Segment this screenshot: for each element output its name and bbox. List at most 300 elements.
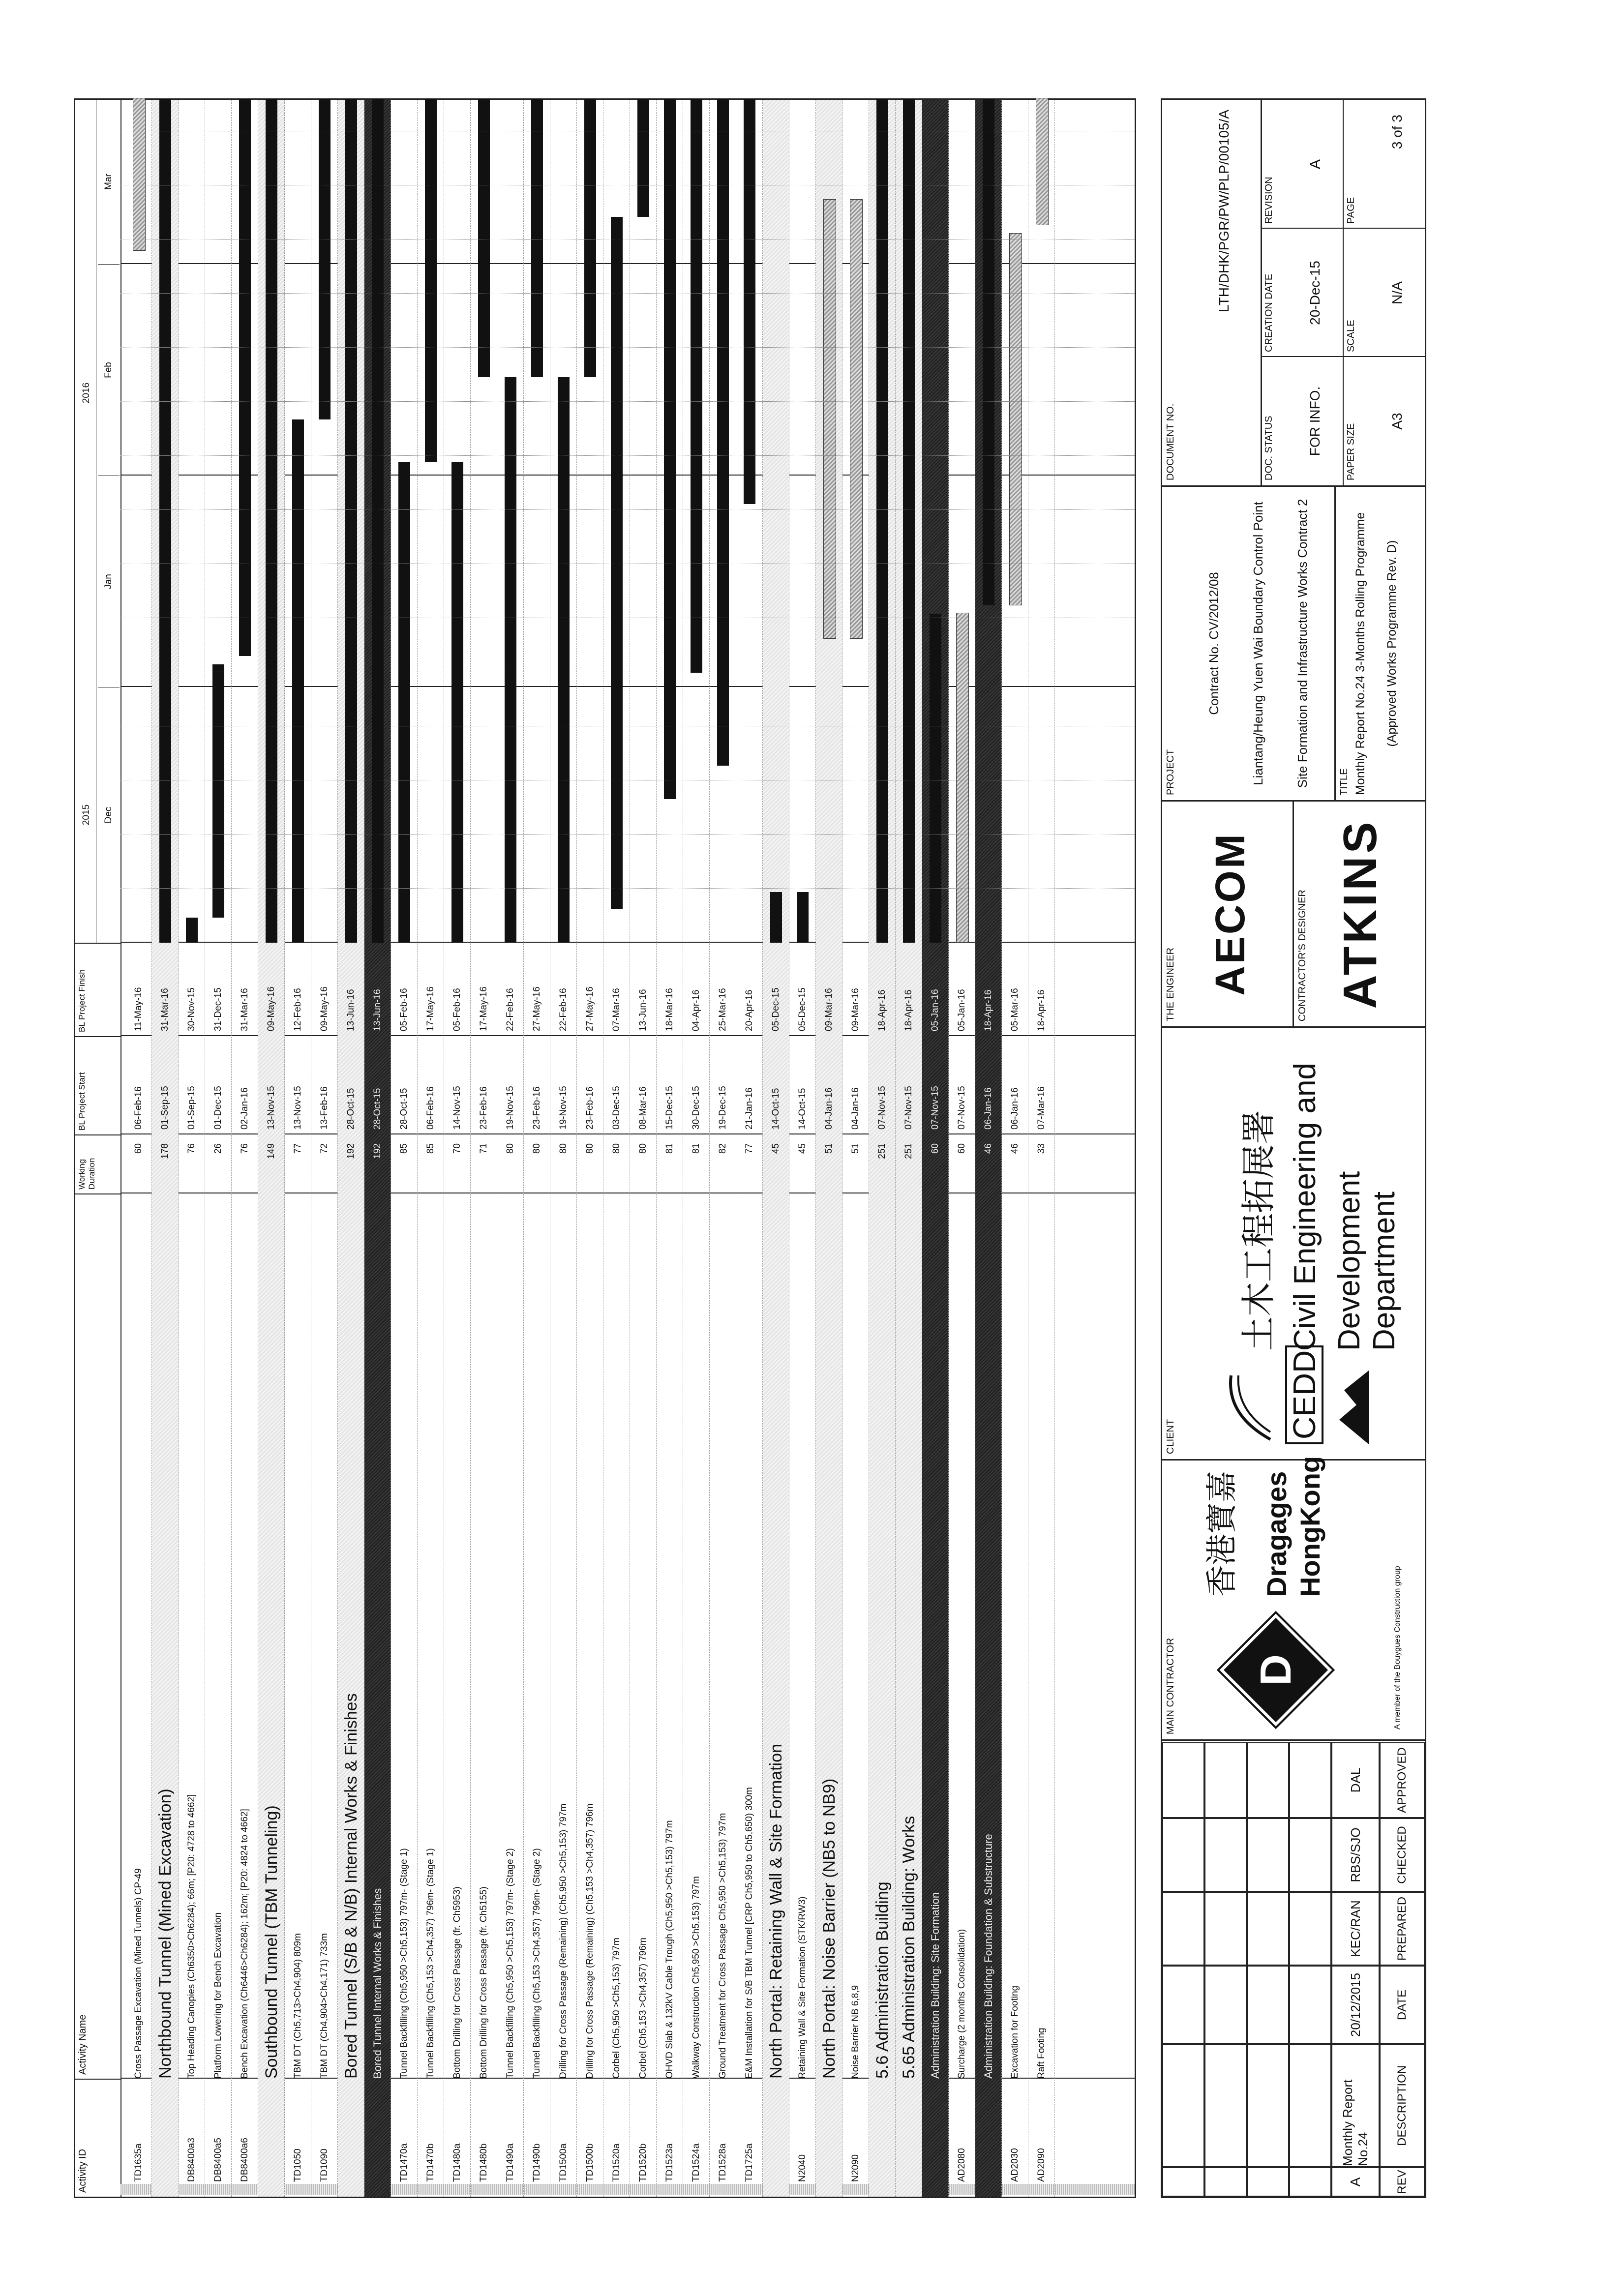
bl-finish-date: 22-Feb-16	[558, 988, 569, 1031]
bl-finish-date: 31-Dec-15	[213, 987, 223, 1031]
activity-id: TD1524a	[691, 2143, 701, 2182]
activity-name: 5.6 Administration Building	[873, 1881, 892, 2079]
bl-start-date: 06-Feb-16	[425, 1086, 436, 1130]
week-gridline	[120, 401, 1135, 402]
year-2015-label: 2015	[77, 687, 96, 943]
activity-id: TD1090	[319, 2148, 330, 2182]
revision-table	[1162, 1739, 1425, 2197]
bl-finish-date: 11-May-16	[133, 987, 144, 1031]
working-duration: 85	[425, 1143, 436, 1154]
year-2016-label: 2016	[77, 99, 96, 687]
activity-row	[603, 100, 630, 2197]
bl-finish-date: 22-Feb-16	[505, 988, 515, 1031]
activity-row	[1028, 100, 1055, 2197]
gantt-bar	[717, 99, 729, 766]
document-no-label: DOCUMENT NO.	[1165, 403, 1176, 480]
bl-finish-date: 05-Jan-16	[957, 989, 967, 1031]
document-no: LTH/DHK/PGR/PW/PLP/00105/A	[1216, 110, 1232, 312]
bl-start-date: 28-Oct-15	[346, 1088, 356, 1130]
header-bl-start: BL Project Start	[75, 1036, 120, 1134]
activity-row	[657, 100, 683, 2197]
activity-id: TD1500b	[585, 2143, 595, 2182]
working-duration: 51	[850, 1143, 861, 1154]
rev-approved: DAL	[1331, 1742, 1380, 1818]
bl-start-date: 15-Dec-15	[664, 1086, 675, 1130]
page-label: PAGE	[1346, 197, 1356, 224]
activity-name: 5.65 Administration Building: Works	[900, 1816, 918, 2079]
activity-id	[896, 2079, 922, 2182]
bl-start-date: 07-Mar-16	[1036, 1086, 1047, 1130]
bl-finish-date: 18-Apr-16	[903, 989, 914, 1031]
bl-start-date: 13-Nov-15	[293, 1086, 303, 1130]
doc-status: FOR INFO.	[1307, 386, 1323, 456]
activity-name: Cross Passage Excavation (Mined Tunnels) CP-49	[133, 1868, 144, 2079]
approved-header: APPROVED	[1380, 1742, 1425, 1818]
activity-name: Tunnel Backfilling (Ch5,950 >Ch5,153) 797m- (Stage 1)	[399, 1848, 409, 2079]
rev-value: A	[1331, 2167, 1380, 2197]
bl-start-date: 30-Dec-15	[691, 1086, 701, 1130]
bl-start-date: 23-Feb-16	[585, 1086, 595, 1130]
creation-date: 20-Dec-15	[1307, 261, 1323, 325]
gantt-bar	[850, 199, 863, 639]
bl-start-date: 01-Dec-15	[213, 1086, 223, 1130]
scale-label: SCALE	[1346, 320, 1356, 352]
working-duration: 70	[452, 1143, 462, 1154]
bl-finish-date: 12-Feb-16	[293, 988, 303, 1031]
activity-name: Administration Building: Foundation & Substructure	[982, 1834, 994, 2079]
activity-row	[789, 100, 816, 2197]
working-duration: 192	[346, 1143, 356, 1159]
gantt-bar	[637, 99, 649, 217]
bl-start-date: 07-Nov-15	[957, 1086, 967, 1130]
gantt-bar	[505, 377, 516, 943]
activity-id: AD2080	[957, 2148, 967, 2182]
bl-start-date: 07-Nov-15	[903, 1086, 914, 1130]
activity-name: North Portal: Noise Barrier (NB5 to NB9)	[820, 1778, 839, 2079]
bl-start-date: 14-Nov-15	[452, 1086, 462, 1130]
gantt-bar	[797, 892, 809, 943]
activity-id: TD1528a	[718, 2143, 728, 2182]
working-duration: 85	[399, 1143, 409, 1154]
working-duration: 81	[691, 1143, 701, 1154]
bl-start-date: 07-Nov-15	[930, 1086, 940, 1130]
activity-id: TD1523a	[664, 2143, 675, 2182]
contractor-name-line2: HongKong	[1294, 1456, 1325, 1597]
activity-name: Bored Tunnel (S/B & N/B) Internal Works & Finishes	[342, 1693, 361, 2079]
week-gridline	[120, 888, 1135, 889]
activity-id: TD1520b	[638, 2143, 648, 2182]
working-duration: 72	[319, 1143, 330, 1154]
activity-row	[471, 100, 497, 2197]
bl-finish-date: 27-May-16	[532, 986, 542, 1031]
cedd-mountain-icon	[1334, 1371, 1369, 1444]
working-duration: 71	[479, 1143, 489, 1154]
activity-name: Surcharge (2 months Consolidation)	[957, 1929, 967, 2079]
bl-finish-date: 20-Apr-16	[744, 989, 754, 1031]
week-gridline	[120, 293, 1135, 294]
working-duration: 76	[240, 1143, 250, 1154]
activity-id: TD1635a	[133, 2143, 144, 2182]
bl-finish-date: 18-Apr-16	[1036, 989, 1047, 1031]
bl-start-date: 02-Jan-16	[240, 1087, 250, 1130]
working-duration: 45	[771, 1143, 781, 1154]
bl-start-date: 08-Mar-16	[638, 1086, 648, 1130]
bl-finish-date: 13-Jun-16	[346, 989, 356, 1031]
programme-sheet	[74, 98, 1446, 2198]
client-panel	[1162, 1026, 1425, 1459]
activity-name: Bottom Drilling for Cross Passage (fr. Ch5953)	[452, 1886, 462, 2079]
gantt-bar	[558, 377, 570, 943]
activity-id	[152, 2079, 179, 2182]
table-header	[75, 100, 121, 2197]
working-duration: 77	[293, 1143, 303, 1154]
bl-finish-date: 05-Dec-15	[797, 987, 808, 1031]
activity-id: TD1500a	[558, 2143, 569, 2182]
activity-name: Excavation for Footing	[1010, 1985, 1020, 2079]
bl-start-date: 19-Nov-15	[558, 1086, 569, 1130]
activity-id	[922, 2079, 949, 2182]
gantt-bar	[770, 892, 782, 943]
activity-row	[842, 100, 869, 2197]
working-duration: 80	[505, 1143, 515, 1154]
gantt-bar	[266, 99, 277, 943]
project-panel	[1162, 485, 1425, 800]
bl-finish-date: 17-May-16	[425, 986, 436, 1031]
header-activity-name: Activity Name	[75, 1193, 120, 2079]
activity-name: Ground Treatment for Cross Passage Ch5,950 >Ch5,153) 797m	[718, 1813, 728, 2079]
activity-id: TD1470b	[425, 2143, 436, 2182]
doc-status-label: DOC. STATUS	[1263, 416, 1274, 480]
gantt-bar	[584, 99, 596, 377]
client-name-line1: Civil Engineering and	[1288, 1063, 1322, 1351]
activity-id: N2040	[797, 2154, 808, 2182]
aecom-logo: AECOM	[1207, 832, 1253, 996]
atkins-logo: ATKINS	[1334, 819, 1386, 1009]
activity-id: TD1520a	[611, 2143, 622, 2182]
title-block	[1161, 98, 1426, 2198]
week-gridline	[120, 347, 1135, 348]
bl-start-date: 14-Oct-15	[797, 1088, 808, 1130]
working-duration: 76	[186, 1143, 197, 1154]
activity-id: TD1490a	[505, 2143, 515, 2182]
gantt-bar	[478, 99, 490, 377]
gantt-bar	[239, 99, 251, 656]
activity-row	[949, 100, 975, 2197]
working-duration: 33	[1036, 1143, 1047, 1154]
gantt-bar	[398, 462, 410, 943]
cedd-swoosh-icon	[1221, 1371, 1280, 1444]
activity-name: Tunnel Backfilling (Ch5,153 >Ch4,357) 796m- (Stage 2)	[532, 1848, 542, 2079]
bl-start-date: 03-Dec-15	[611, 1086, 622, 1130]
bl-start-date: 14-Oct-15	[771, 1088, 781, 1130]
gantt-bar	[1009, 233, 1022, 605]
activity-row	[311, 100, 338, 2197]
title-label: TITLE	[1339, 768, 1350, 795]
activity-name: Drilling for Cross Passage (Remaining) (Ch5,153 >Ch4,357) 796m	[585, 1803, 595, 2079]
gantt-bar	[159, 99, 171, 943]
gantt-bar	[133, 98, 146, 251]
activity-row	[630, 100, 657, 2197]
activity-row	[179, 100, 205, 2197]
working-duration: 60	[133, 1143, 144, 1154]
project-line3: Site Formation and Infrastructure Works Contract 2	[1295, 499, 1310, 788]
contractor-chinese-name: 香港寶嘉	[1204, 1471, 1240, 1597]
activity-name: Corbel (Ch5,153 >Ch4,357) 796m	[638, 1938, 648, 2079]
bl-start-date: 01-Sep-15	[160, 1086, 170, 1130]
gantt-bar	[823, 199, 836, 639]
wbs-group-row	[763, 100, 789, 2197]
working-duration: 80	[611, 1143, 622, 1154]
activity-name: North Portal: Retaining Wall & Site Formation	[767, 1744, 785, 2079]
prepared-header: PREPARED	[1380, 1892, 1425, 1966]
week-gridline	[120, 509, 1135, 510]
contractor-subtitle: A member of the Bouygues Construction group	[1393, 1566, 1402, 1729]
gantt-bar	[876, 99, 888, 943]
working-duration: 80	[585, 1143, 595, 1154]
bl-start-date: 13-Nov-15	[266, 1086, 276, 1130]
working-duration: 81	[664, 1143, 675, 1154]
revision-label: REVISION	[1263, 177, 1274, 224]
engineer-panel	[1162, 800, 1425, 1026]
main-contractor-panel	[1162, 1456, 1425, 1739]
paper-size-label: PAPER SIZE	[1346, 423, 1356, 480]
activity-id: TD1050	[293, 2148, 303, 2182]
working-duration: 80	[532, 1143, 542, 1154]
bl-start-date: 23-Feb-16	[479, 1086, 489, 1130]
working-duration: 26	[213, 1143, 223, 1154]
gantt-bar	[319, 99, 331, 419]
working-duration: 251	[877, 1143, 887, 1159]
activity-id	[364, 2079, 391, 2182]
client-chinese-name: 土木工程拓展署	[1238, 1110, 1279, 1351]
activity-row	[418, 100, 444, 2197]
gantt-bar	[744, 99, 755, 504]
bl-start-date: 01-Sep-15	[186, 1086, 197, 1130]
activity-row	[736, 100, 763, 2197]
bl-finish-date: 05-Dec-15	[771, 987, 781, 1031]
activity-id	[338, 2079, 364, 2182]
activity-name: Northbound Tunnel (Mined Excavation)	[156, 1789, 175, 2079]
bl-start-date: 21-Jan-16	[744, 1087, 754, 1130]
header-activity-id: Activity ID	[75, 2079, 120, 2197]
bl-finish-date: 18-Apr-16	[983, 989, 993, 1031]
dragages-logo: D	[1219, 1613, 1332, 1726]
activity-name: Bench Excavation (Ch6446>Ch6284); 162m; [P20: 4824 to 4662]	[240, 1809, 250, 2079]
activity-row	[1002, 100, 1028, 2197]
header-bl-finish: BL Project Finish	[75, 943, 120, 1036]
activity-row	[710, 100, 736, 2197]
bl-finish-date: 13-Jun-16	[638, 989, 648, 1031]
activity-id	[763, 2079, 789, 2182]
client-label: CLIENT	[1165, 1419, 1176, 1454]
working-duration: 77	[744, 1143, 754, 1154]
activity-id: DB8400a5	[213, 2138, 223, 2182]
bl-start-date: 28-Oct-15	[399, 1088, 409, 1130]
working-duration: 80	[558, 1143, 569, 1154]
bl-start-date: 19-Dec-15	[718, 1086, 728, 1130]
activity-id: TD1470a	[399, 2143, 409, 2182]
bl-finish-date: 18-Mar-16	[664, 988, 675, 1031]
wbs-group-row	[816, 100, 842, 2197]
timescale-header	[75, 99, 120, 943]
gantt-bar	[611, 217, 623, 909]
working-duration: 82	[718, 1143, 728, 1154]
activity-name: Tunnel Backfilling (Ch5,950 >Ch5,153) 797m- (Stage 2)	[505, 1848, 515, 2079]
week-gridline	[120, 834, 1135, 835]
bl-finish-date: 18-Apr-16	[877, 989, 887, 1031]
wbs-group-row	[338, 100, 364, 2197]
project-line1: Contract No. CV/2012/08	[1206, 572, 1221, 715]
cedd-abbreviation: CEDD	[1285, 1345, 1323, 1444]
bl-finish-date: 07-Mar-16	[611, 988, 622, 1031]
document-panel	[1162, 100, 1425, 485]
activity-id: TD1480a	[452, 2143, 462, 2182]
wbs-group-row	[258, 100, 285, 2197]
bl-finish-date: 09-Mar-16	[824, 988, 834, 1031]
activity-id: TD1490b	[532, 2143, 542, 2182]
activity-row	[125, 100, 152, 2197]
activity-row	[524, 100, 550, 2197]
month-jan: Jan	[98, 476, 120, 687]
activity-name: Southbound Tunnel (TBM Tunneling)	[262, 1805, 281, 2079]
activity-id	[869, 2079, 896, 2182]
gantt-bar	[451, 462, 463, 943]
wbs-group-row	[152, 100, 179, 2197]
activity-id: N2090	[850, 2154, 861, 2182]
wbs-group-row	[869, 100, 896, 2197]
engineer-label: THE ENGINEER	[1165, 947, 1176, 1021]
wbs-group-row	[364, 100, 391, 2197]
working-duration: 80	[638, 1143, 648, 1154]
gantt-bar	[930, 614, 941, 943]
gantt-bar	[372, 99, 384, 943]
gantt-bar	[345, 99, 357, 943]
gantt-bar	[1036, 98, 1049, 225]
activity-id	[258, 2079, 285, 2182]
bl-finish-date: 09-May-16	[319, 986, 330, 1031]
title-line2: (Approved Works Programme Rev. D)	[1385, 540, 1399, 747]
rev-prepared: KEC/RAN	[1331, 1892, 1380, 1966]
gantt-programme	[74, 98, 1136, 2198]
bl-finish-date: 25-Mar-16	[718, 988, 728, 1031]
bl-finish-date: 27-May-16	[585, 986, 595, 1031]
bl-finish-date: 31-Mar-16	[240, 988, 250, 1031]
working-duration: 251	[903, 1143, 914, 1159]
title-line1: Monthly Report No.24 3-Months Rolling Programme	[1353, 512, 1367, 795]
activity-row	[285, 100, 311, 2197]
activity-row	[550, 100, 577, 2197]
working-duration: 51	[824, 1143, 834, 1154]
activity-name: Raft Footing	[1036, 2028, 1047, 2079]
bl-start-date: 04-Jan-16	[850, 1087, 861, 1130]
gantt-bar	[664, 99, 676, 799]
activity-row	[577, 100, 603, 2197]
bl-start-date: 19-Nov-15	[505, 1086, 515, 1130]
bl-finish-date: 09-May-16	[266, 986, 276, 1031]
activity-row	[205, 100, 232, 2197]
bl-finish-date: 05-Jan-16	[930, 989, 940, 1031]
bl-start-date: 23-Feb-16	[532, 1086, 542, 1130]
working-duration: 46	[983, 1143, 993, 1154]
activity-name: Bottom Drilling for Cross Passage (fr. Ch5155)	[479, 1886, 489, 2079]
working-duration: 149	[266, 1143, 276, 1159]
page-number: 3 of 3	[1389, 115, 1405, 149]
activity-name: TBM DT (Ch4,904>Ch4,171) 733m	[319, 1933, 330, 2079]
bl-start-date: 06-Jan-16	[1010, 1087, 1020, 1130]
activity-id: TD1480b	[479, 2143, 489, 2182]
bl-finish-date: 09-Mar-16	[850, 988, 861, 1031]
working-duration: 178	[160, 1143, 170, 1159]
activity-name: OHVD Slab & 132kV Cable Trough (Ch5,950 >Ch5,153) 797m	[664, 1820, 675, 2079]
gantt-bar	[292, 419, 304, 943]
activity-row	[683, 100, 710, 2197]
rev-header: REV	[1380, 2167, 1425, 2197]
rev-date: 20/12/2015	[1331, 1966, 1380, 2044]
bl-finish-date: 04-Apr-16	[691, 989, 701, 1031]
activity-id: AD2030	[1010, 2148, 1020, 2182]
activity-name: Top Heading Canopies (Ch6350>Ch6284); 66m; [P20: 4728 to 4662]	[186, 1794, 197, 2079]
activity-name: Drilling for Cross Passage (Remaining) (Ch5,950 >Ch5,153) 797m	[558, 1803, 569, 2079]
bl-finish-date: 13-Jun-16	[372, 989, 383, 1031]
wbs-group-row	[975, 100, 1002, 2197]
bl-finish-date: 05-Mar-16	[1010, 988, 1020, 1031]
description-header: DESCRIPTION	[1380, 2044, 1425, 2167]
bl-start-date: 04-Jan-16	[824, 1087, 834, 1130]
activity-id: AD2090	[1036, 2148, 1047, 2182]
designer-label: CONTRACTOR'S DESIGNER	[1297, 890, 1308, 1021]
project-line2: Liantang/Heung Yuen Wai Boundary Control Point	[1251, 502, 1265, 785]
rev-checked: RBS/SJO	[1331, 1818, 1380, 1892]
creation-date-label: CREATION DATE	[1263, 273, 1274, 352]
bl-finish-date: 05-Feb-16	[452, 988, 462, 1031]
gantt-bar	[983, 99, 994, 605]
bl-finish-date: 31-Mar-16	[160, 988, 170, 1031]
activity-id: TD1725a	[744, 2143, 754, 2182]
bl-start-date: 28-Oct-15	[372, 1088, 383, 1130]
activity-row	[232, 100, 258, 2197]
working-duration: 45	[797, 1143, 808, 1154]
activity-row	[391, 100, 418, 2197]
activity-name: Retaining Wall & Site Formation (STK/RW3)	[797, 1896, 808, 2079]
activity-name: Administration Building: Site Formation	[929, 1892, 941, 2079]
activity-id	[816, 2079, 842, 2182]
working-duration: 192	[372, 1143, 383, 1159]
gantt-bar	[903, 99, 915, 943]
rev-description: Monthly Report No.24	[1331, 2044, 1380, 2167]
working-duration: 60	[930, 1143, 940, 1154]
checked-header: CHECKED	[1380, 1818, 1425, 1892]
activity-id: DB8400a6	[240, 2138, 250, 2182]
gantt-bar	[531, 99, 543, 377]
activity-row	[444, 100, 471, 2197]
bl-finish-date: 17-May-16	[479, 986, 489, 1031]
activity-name: Corbel (Ch5,950 >Ch5,153) 797m	[611, 1938, 622, 2079]
working-duration: 60	[957, 1143, 967, 1154]
wbs-group-row	[922, 100, 949, 2197]
bl-finish-date: 30-Nov-15	[186, 987, 197, 1031]
week-gridline	[120, 455, 1135, 456]
bl-start-date: 13-Feb-16	[319, 1086, 330, 1130]
bl-start-date: 06-Feb-16	[133, 1086, 144, 1130]
activity-name: TBM DT (Ch5,713>Ch4,904) 809m	[293, 1933, 303, 2079]
month-feb: Feb	[98, 264, 120, 476]
month-dec: Dec	[98, 687, 120, 943]
activity-name: Bored Tunnel Internal Works & Finishes	[371, 1888, 384, 2079]
working-duration: 46	[1010, 1143, 1020, 1154]
project-label: PROJECT	[1165, 749, 1176, 795]
month-mar: Mar	[98, 99, 120, 264]
paper-size: A3	[1389, 413, 1405, 430]
